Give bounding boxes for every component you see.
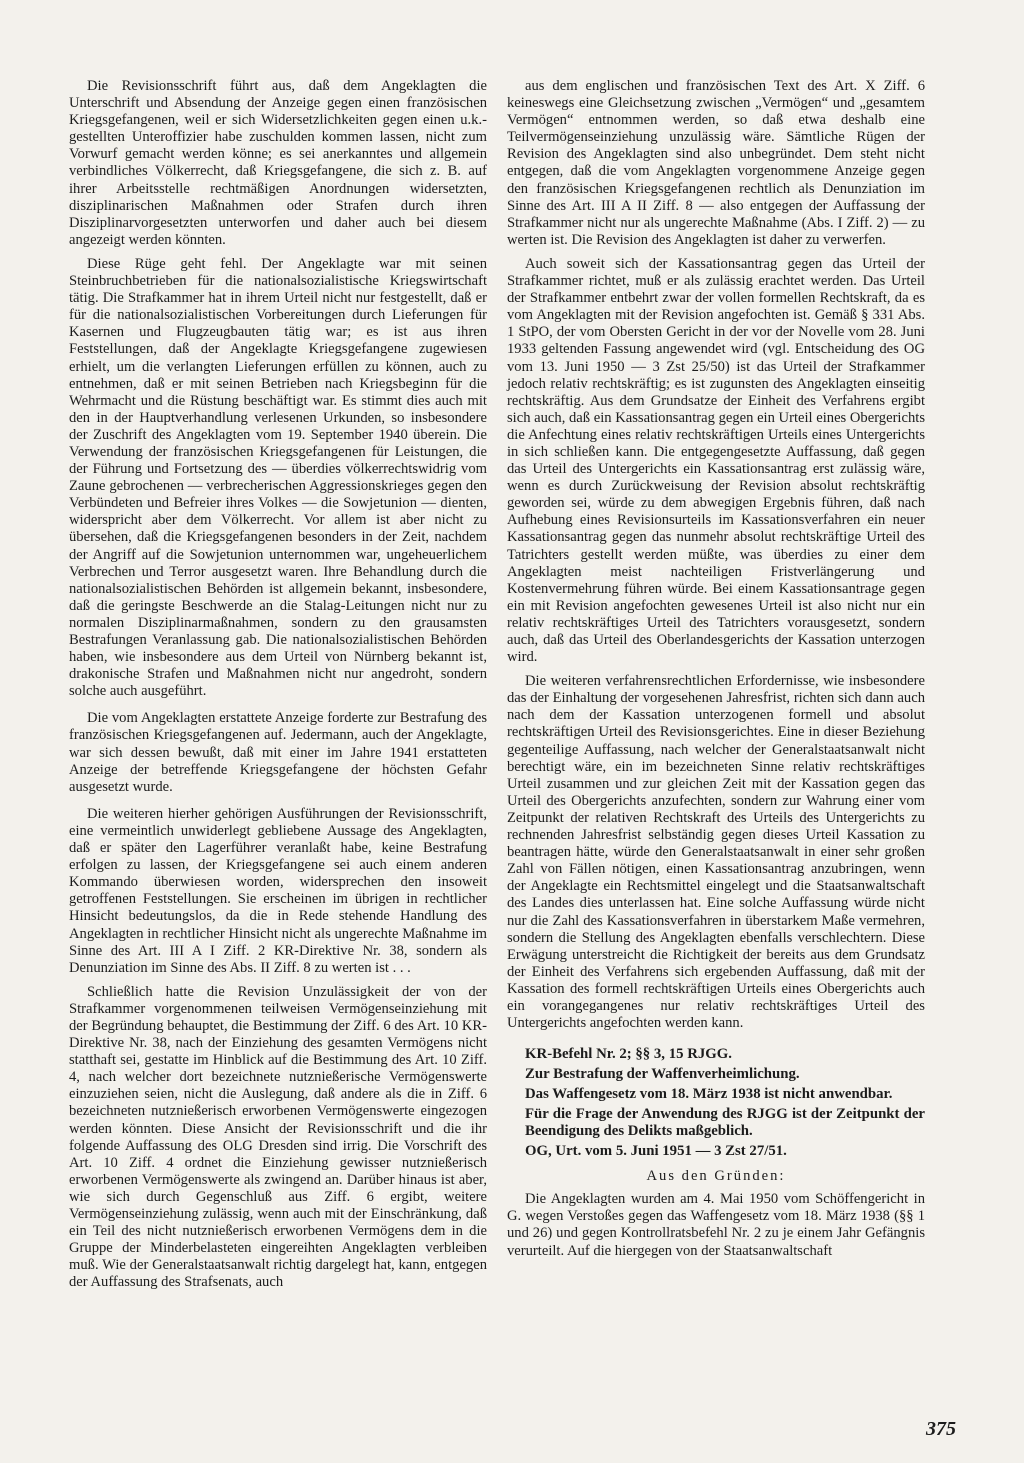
decision-principle: Für die Frage der Anwendung des RJGG ist der Zeitpunkt der Beendigung des Delikts maßgeblich. xyxy=(525,1106,925,1140)
page-number: 375 xyxy=(926,1418,956,1440)
paragraph: Auch soweit sich der Kassationsantrag gegen das Urteil der Strafkammer richtet, muß er als zulässig erachtet werden. Das Urteil der Strafkammer entbehrt zwar der vollen formellen Rechtskraft, da es vom Angeklagten mit der Revision angefochten ist. Gemäß § 331 Abs. 1 StPO, der vom Obersten Gericht in der vor der Novelle vom 28. Juni 1933 geltenden Fassung angewendet wird (vgl. Entscheidung des OG vom 13. Juni 1950 — 3 Zst 25/50) ist das Urteil der Strafkammer jedoch relativ rechtskräftig; es ist zugunsten des Angeklagten einseitig rechtskräftig. Aus dem Grundsatze der Einheit des Verfahrens ergibt sich auch, daß ein Kassationsantrag gegen ein Urteil eines Obergerichts die Anfechtung eines relativ rechtskräftigen Urteils eines Untergerichts in sich schließen kann. Die entgegengesetzte Auffassung, daß gegen das Urteil des Untergerichts ein Kassationsantrag erst zulässig wäre, wenn es durch Zurückweisung der Revision absolut rechtskräftig geworden sei, würde zu dem abwegigen Ergebnis führen, daß nach Aufhebung eines Revisionsurteils im Kassationsverfahren ein neuer Kassationsantrag gegen das nunmehr absolut rechtskräftige Urteil des Tatrichters gestellt werden müßte, was überdies zu einer dem Angeklagten meist nachteiligen Fristverlängerung und Kostenvermehrung führen würde. Bei einem Kassationsantrage gegen ein mit Revision angefochten gewesenes Urteil ist also nicht nur ein relativ rechtskräftiges Urteil des Tatrichters vorausgesetzt, sondern auch, daß das Urteil des Oberlandesgerichts der Kassation unterzogen wird. xyxy=(507,255,925,666)
paragraph: Diese Rüge geht fehl. Der Angeklagte war mit seinen Steinbruchbetrieben für die nationalsozialistische Kriegswirtschaft tätig. Die Strafkammer hat in ihrem Urteil nicht nur festgestellt, daß er für die nationalsozialistischen Vorbereitungen durch Lieferungen für Kasernen und Flugzeugbauten tätig war; es ist aus ihren Feststellungen, daß der Angeklagte Kriegsgefangene zugewiesen erhielt, um die verlangten Lieferungen erfüllen zu können, auch zu entnehmen, daß er mit seinen Betrieben nach Kriegsbeginn für die Wehrmacht und die Rüstung beschäftigt war. Es stimmt dies auch mit den in der Hauptverhandlung verlesenen Urkunden, so insbesondere der Zuschrift des Angeklagten vom 19. September 1940 überein. Die Verwendung der französischen Kriegsgefangenen für Leistungen, die der Führung und Fortsetzung des — überdies völkerrechtswidrig vom Zaune gebrochenen — verbrecherischen Aggressionskrieges gegen den Verbündeten und Befreier ihres Volkes — die Sowjetunion — dienten, widerspricht aber dem Völkerrecht. Vor allem ist aber nicht zu übersehen, daß die Kriegsgefangenen besonders in der Zeit, nachdem der Angriff auf die Sowjetunion unternommen war, ungeheuerlichem Verbrechen und Terror ausgesetzt waren. Ihre Behandlung durch die nationalsozialistischen Behörden ist allgemein bekannt, insbesondere, daß die geringste Beschwerde an die Stalag-Leitungen nicht nur zu normalen Disziplinarmaßnahmen, sondern zu den grausamsten Bestrafungen Veranlassung gab. Die nationalsozialistischen Behörden haben, wie insbesondere aus dem Urteil von Nürnberg bekannt ist, drakonische Strafen und Maßnahmen nicht nur angedroht, sondern solche auch ausgeführt. xyxy=(69,255,487,700)
paragraph: Die Angeklagten wurden am 4. Mai 1950 vom Schöffengericht in G. wegen Verstoßes gegen das Waffengesetz vom 18. März 1938 (§§ 1 und 26) und gegen Kontrollratsbefehl Nr. 2 zu je einem Jahr Gefängnis verurteilt. Auf die hiergegen von der Staatsanwaltschaft xyxy=(507,1191,925,1259)
paragraph: Die vom Angeklagten erstattete Anzeige forderte zur Bestrafung des französischen Kriegsgefangenen auf. Jedermann, auch der Angeklagte, war sich dessen bewußt, daß mit einer im Jahre 1941 erstatteten Anzeige der betreffende Kriegsgefangene der höchsten Gefahr ausgesetzt wurde. xyxy=(69,710,487,795)
decision-subject: Zur Bestrafung der Waffenverheimlichung. xyxy=(525,1066,800,1083)
paragraph: Die Revisionsschrift führt aus, daß dem Angeklagten die Unterschrift und Absendung der Anzeige gegen einen französischen Kriegsgefangenen, weil er sich Widersetzlichkeiten gegen einen u.k.-gestellten Unteroffizier habe zuschulden kommen lassen, nicht zum Vorwurf gemacht werden könne; es sei anerkanntes und allgemein verbindliches Völkerrecht, daß Kriegsgefangene, die sich z. B. auf ihrer Arbeitsstelle rechtmäßigen Anordnungen widersetzten, disziplinarischen Maßnahmen oder Strafen durch ihren Disziplinarvorgesetzten unterworfen und daher auch bei diesem angezeigt werden könnten. xyxy=(69,78,487,248)
left-column xyxy=(69,78,487,1298)
decision-citation: OG, Urt. vom 5. Juni 1951 — 3 Zst 27/51. xyxy=(525,1143,787,1160)
right-column xyxy=(507,78,925,1267)
decision-header xyxy=(507,1046,925,1160)
grounds-title: Aus den Gründen: xyxy=(646,1168,786,1185)
decision-note: Das Waffengesetz vom 18. März 1938 ist nicht anwendbar. xyxy=(525,1086,893,1103)
paragraph: Die weiteren hierher gehörigen Ausführungen der Revisionsschrift, eine vermeintlich unwiderlegt gebliebene Aussage des Angeklagten, daß er später den Lagerführer veranlaßt habe, keine Bestrafung erfolgen zu lassen, der Kriegsgefangene sei auch einem anderen Kommando überwiesen worden, widersprechen den insoweit getroffenen Feststellungen. Sie erscheinen im übrigen in rechtlicher Hinsicht bedeutungslos, da die in Rede stehende Handlung des Angeklagten in rechtlicher Hinsicht nicht als ungerechte Maßnahme im Sinne des Art. III A I Ziff. 2 KR-Direktive Nr. 38, sondern als Denunziation im Sinne des Abs. II Ziff. 8 zu werten ist . . . xyxy=(69,805,487,976)
decision-heading: KR-Befehl Nr. 2; §§ 3, 15 RJGG. xyxy=(525,1046,733,1063)
paragraph: Die weiteren verfahrensrechtlichen Erfordernisse, wie insbesondere das der Einhaltung der vorgesehenen Jahresfrist, richten sich dann auch nach dem der Kassation unterzogenen formell und absolut rechtskräftigen Urteil des Revisionsgerichtes. Eine in dieser Beziehung gegenteilige Auffassung, nach welcher der Generalstaatsanwalt nicht berechtigt wäre, ein im bezeichneten Sinne relativ rechtskräftiges Urteil zusammen und zur gleichen Zeit mit der Kassation gegen das Urteil des Obergerichts anzufechten, sondern zur Wahrung einer vom Zeitpunkt der relativen Rechtskraft des Urteils des Untergerichts zu rechnenden Jahresfrist selbständig gegen dieses Urteil Kassation zu beantragen hätte, würde den Generalstaatsanwalt in einer sehr großen Zahl von Fällen nötigen, einen Kassationsantrag anzubringen, wenn der Angeklagte ein Rechtsmittel eingelegt und die Staatsanwaltschaft des Landes dies unterlassen hat. Eine solche Auffassung würde nicht nur die Zahl des Kassationsverfahren in überstarkem Maße vermehren, sondern die Stellung des Angeklagten ebenfalls verschlechtern. Diese Erwägung unterstreicht die Richtigkeit der bereits aus dem Grundsatz der Einheit des Verfahrens sich ergebenden Auffassung, daß mit der Kassation des formell rechtskräftigen Urteils eines Obergerichts auch ein vorangegangenes nur relativ rechtskräftiges Urteil des Untergerichts angefochten werden kann. xyxy=(507,673,925,1032)
paragraph: Schließlich hatte die Revision Unzulässigkeit der von der Strafkammer vorgenommenen teilweisen Vermögenseinziehung mit der Begründung behauptet, die Bestimmung der Ziff. 6 des Art. 10 KR-Direktive Nr. 38, nach der Einziehung des gesamten Vermögens nicht statthaft sei, gestatte im Hinblick auf die Bestimmung des Art. 10 Ziff. 4, nach welcher dort bezeichnete nutznießerische Vermögenswerte einzuziehen seien, nicht die Auslegung, daß andere als die in Ziff. 6 bezeichneten nutznießerisch erworbenen Vermögenswerte eingezogen werden könnten. Diese Ansicht der Revisionsschrift und die ihr folgende Auffassung des OLG Dresden sind irrig. Die Vorschrift des Art. 10 Ziff. 4 ordnet die Einziehung gewisser nutznießerisch erworbenen Vermögenswerte als zwingend an. Darüber hinaus ist aber, wie sich durch Gegenschluß aus Ziff. 6 ergibt, weitere Vermögenseinziehung zulässig, wenn auch mit der Einschränkung, daß ein Teil des nicht nutznießerisch erworbenen Vermögens dem in die Gruppe der Minderbelasteten eingereihten Angeklagten verbleiben muß. Wie der Generalstaatsanwalt richtig dargelegt hat, kann, entgegen der Auffassung des Strafsenats, auch xyxy=(69,983,487,1291)
paragraph: aus dem englischen und französischen Text des Art. X Ziff. 6 keineswegs eine Gleichsetzung zwischen „Vermögen“ und „gesamtem Vermögen“ entnommen werden, so daß etwa deshalb eine Teilvermögenseinziehung unzulässig wäre. Sämtliche Rügen der Revision des Angeklagten sind also unbegründet. Dem steht nicht entgegen, daß die vom Angeklagten vorgenommene Anzeige gegen den französischen Kriegsgefangenen rechtlich als Denunziation im Sinne des Art. III A II Ziff. 8 — also entgegen der Auffassung der Strafkammer nicht nur als ungerechte Maßnahme (Abs. I Ziff. 2) — zu werten ist. Die Revision des Angeklagten ist daher zu verwerfen. xyxy=(507,78,925,248)
